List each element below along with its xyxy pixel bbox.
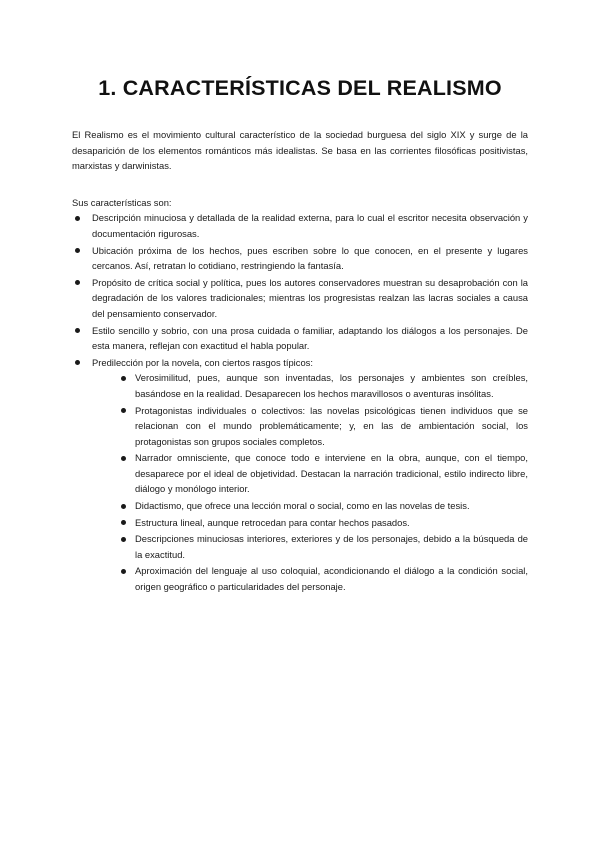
list-item — [72, 243, 528, 274]
bullet-icon — [75, 360, 80, 365]
novel-traits-list — [92, 370, 528, 594]
bullet-icon — [75, 280, 80, 285]
sub-list-item-text: Narrador omnisciente, que conoce todo e interviene en la obra, aunque, con el tiempo, desaparece por el ideal de objetividad. Destacan la narración tradicional, estilo indirecto libre, diálogo y monólogo interior. — [135, 452, 528, 495]
list-item — [72, 275, 528, 322]
sub-list-item-text: Descripciones minuciosas interiores, exteriores y de los personajes, debido a la búsqueda de la exactitud. — [135, 533, 528, 560]
sub-list-item-text: Aproximación del lenguaje al uso coloquial, acondicionando el diálogo a la condición social, origen geográfico o particularidades del personaje. — [135, 565, 528, 593]
sub-list-item — [120, 531, 528, 562]
sub-list-item — [120, 370, 528, 401]
list-item-text: Predilección por la novela, con ciertos rasgos típicos: — [92, 356, 313, 368]
bullet-icon — [75, 328, 80, 333]
bullet-icon — [121, 456, 126, 461]
list-item-text: Ubicación próxima de los hechos, pues escriben sobre lo que conocen, en el presente y lugares cercanos. Así, retratan lo cotidiano, restringiendo la fantasía. — [92, 244, 528, 272]
bullet-icon — [121, 408, 126, 413]
bullet-icon — [121, 376, 126, 381]
list-item-text: Descripción minuciosa y detallada de la realidad externa, para lo cual el escritor necesita observación y documentación rigurosas. — [92, 212, 528, 239]
list-item — [72, 355, 528, 595]
list-item — [72, 210, 528, 241]
bullet-icon — [121, 569, 126, 574]
sub-list-item-text: Protagonistas individuales o colectivos: las novelas psicológicas tienen individuos que se relacionan con el mundo problemáticamente; y, en las de ambientación social, los protagonistas son grupos sociales completos. — [135, 404, 528, 447]
bullet-icon — [121, 504, 126, 509]
sub-list-item-text: Estructura lineal, aunque retrocedan para contar hechos pasados. — [135, 516, 410, 528]
sub-list-item-text: Verosimilitud, pues, aunque son inventadas, los personajes y ambientes son creíbles, basándose en la realidad. Desaparecen los hechos maravillosos o aventuras insólitas. — [135, 372, 528, 399]
sub-list-item — [120, 515, 528, 531]
sub-list-item-text: Didactismo, que ofrece una lección moral o social, como en las novelas de tesis. — [135, 500, 470, 512]
sub-list-item — [120, 498, 528, 514]
bullet-icon — [121, 537, 126, 542]
characteristics-lead: Sus características son: — [72, 196, 172, 208]
bullet-icon — [75, 216, 80, 221]
sub-list-item — [120, 403, 528, 450]
bullet-icon — [75, 248, 80, 253]
page-title: 1. CARACTERÍSTICAS DEL REALISMO — [98, 76, 502, 100]
bullet-icon — [121, 520, 126, 525]
list-item-text: Estilo sencillo y sobrio, con una prosa cuidada o familiar, adaptando los diálogos a los personajes. De esta manera, reflejan con exactitud el habla popular. — [92, 324, 528, 352]
sub-list-item — [120, 563, 528, 594]
characteristics-list — [72, 210, 528, 594]
intro-paragraph: El Realismo es el movimiento cultural característico de la sociedad burguesa del siglo XIX y surge de la desaparición de los elementos románticos más idealistas. Se basa en las corrientes filosóficas positivistas, marxistas y darwinistas. — [72, 129, 528, 172]
list-item-text: Propósito de crítica social y política, pues los autores conservadores muestran su desaprobación con la degradación de los valores tradicionales; mientras los progresistas realzan las lacras sociales a causa del pensamiento conservador. — [92, 276, 528, 319]
list-item — [72, 323, 528, 354]
sub-list-item — [120, 450, 528, 497]
